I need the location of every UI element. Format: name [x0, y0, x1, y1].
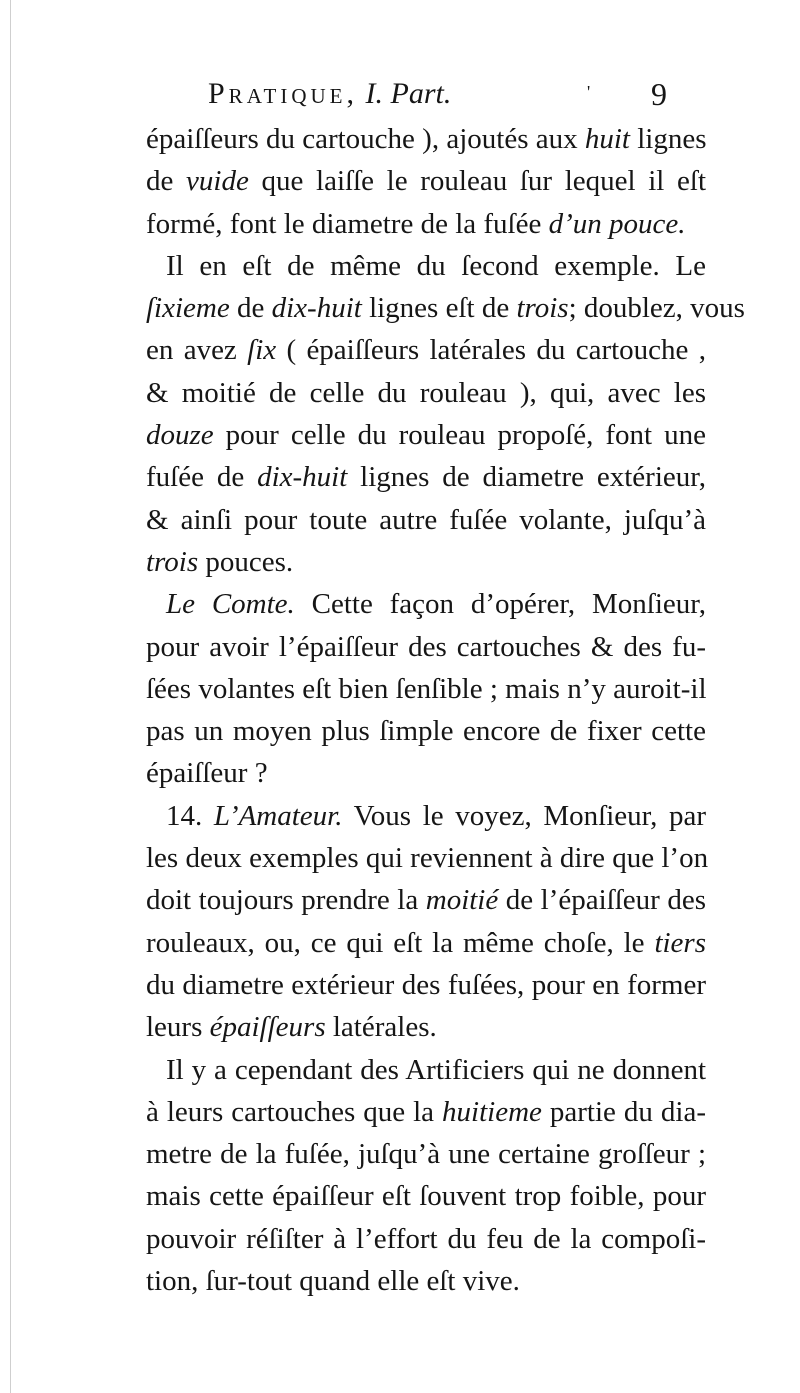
text-run: partie du dia- [541, 1095, 706, 1128]
italic-text: moitié [425, 884, 499, 917]
italic-text: Le Comte. [166, 588, 295, 621]
italic-text: dix-huit [257, 461, 348, 494]
text-run: Il y a cependant des Artificiers qui ne donnent [166, 1053, 706, 1086]
text-line [146, 414, 706, 456]
text-line [146, 541, 706, 583]
text-line [146, 1218, 706, 1260]
text-run: en avez [146, 334, 248, 367]
running-head-part: I. Part. [365, 77, 452, 110]
text-line [146, 499, 706, 541]
italic-text: épaiſſeurs [209, 1011, 326, 1044]
text-line [146, 1175, 706, 1217]
italic-text: vuide [186, 165, 249, 198]
text-run: & moitié de celle du rouleau ), qui, avec les [146, 376, 706, 409]
italic-text: L’Amateur. [213, 799, 343, 832]
text-line [146, 372, 706, 414]
italic-text: trois [146, 545, 199, 578]
text-run: pour avoir l’épaiſſeur des cartouches & des fu- [146, 630, 706, 663]
body-text [146, 118, 745, 1302]
text-line [146, 795, 706, 837]
italic-text: trois [516, 292, 569, 325]
italic-text: ſixieme [146, 292, 230, 325]
text-line [146, 456, 706, 498]
text-line [146, 837, 709, 879]
text-line [146, 245, 706, 287]
text-line [146, 203, 706, 245]
text-run: que laiſſe le rouleau ſur lequel il eſt [248, 165, 706, 198]
italic-text: d’un pouce. [548, 207, 686, 240]
text-run: Il en eſt de même du ſecond exemple. Le [166, 249, 706, 282]
text-line [146, 710, 706, 752]
text-run: du diametre extérieur des fuſées, pour en former [146, 968, 706, 1001]
text-run: leurs [146, 1011, 210, 1044]
text-line [146, 287, 745, 329]
text-line [146, 1049, 706, 1091]
text-line [146, 1133, 706, 1175]
text-run: fuſée de [146, 461, 258, 494]
text-run: de [229, 292, 272, 325]
page-edge-line [10, 0, 11, 1393]
text-run: pour celle du rouleau propoſé, font une [213, 419, 706, 452]
text-run: rouleaux, ou, ce qui eſt la même choſe, le [146, 926, 655, 959]
text-run: pouvoir réſiſter à l’effort du feu de la compoſi- [146, 1222, 706, 1255]
page-number: 9 [651, 76, 667, 112]
text-run: épaiſſeurs du cartouche ), ajoutés aux [146, 123, 585, 155]
text-run: latérales. [325, 1011, 437, 1044]
text-line [146, 752, 706, 794]
text-run: Vous le voyez, Monſieur, par [342, 799, 707, 832]
text-line [146, 1091, 706, 1133]
text-run: formé, font le diametre de la fuſée [146, 207, 549, 240]
text-line [146, 626, 706, 668]
running-header [208, 74, 668, 114]
text-line [146, 160, 706, 202]
text-run: les deux exemples qui reviennent à dire que l’on [146, 842, 709, 875]
text-run: metre de la fuſée, juſqu’à une certaine groſſeur ; [146, 1138, 706, 1171]
text-run: pas un moyen plus ſimple encore de fixer cette [146, 715, 706, 748]
text-run: ( épaiſſeurs latérales du cartouche , [276, 334, 706, 367]
text-line [146, 1260, 706, 1302]
italic-text: dix-huit [271, 292, 362, 325]
italic-text: ſix [247, 334, 277, 367]
text-run: pouces. [198, 545, 294, 578]
text-run: ſées volantes eſt bien ſenſible ; mais n’y auroit-il [146, 672, 707, 705]
text-run: ; doublez, vous [568, 292, 745, 325]
text-run: & ainſi pour toute autre fuſée volante, juſqu’à [146, 503, 706, 536]
text-line [146, 1006, 706, 1048]
text-run: lignes de diametre extérieur, [347, 461, 706, 494]
text-run: doit toujours prendre la [146, 884, 426, 917]
text-run: lignes eſt de [361, 292, 517, 325]
italic-text: huit [584, 123, 630, 155]
text-run: de l’épaiſſeur des [498, 884, 706, 917]
text-line [146, 879, 706, 921]
italic-text: huitieme [442, 1095, 542, 1128]
text-line [146, 922, 706, 964]
text-run: à leurs cartouches que la [146, 1095, 443, 1128]
text-line [146, 583, 706, 625]
text-run: de [146, 165, 187, 198]
text-run: lignes [629, 123, 707, 155]
italic-text: douze [146, 419, 214, 452]
text-line [146, 964, 706, 1006]
running-head-title: Pratique, [208, 77, 359, 110]
text-line [146, 329, 706, 371]
text-run: Cette façon d’opérer, Monſieur, [294, 588, 707, 621]
text-run: mais cette épaiſſeur eſt ſouvent trop foible, pour [146, 1180, 706, 1213]
running-head-mark: ' [587, 82, 591, 102]
text-line [146, 118, 706, 160]
text-run: 14. [166, 799, 214, 832]
text-run: tion, ſur-tout quand elle eſt vive. [146, 1265, 520, 1298]
text-run: épaiſſeur ? [146, 757, 268, 790]
text-line [146, 668, 706, 710]
italic-text: tiers [654, 926, 706, 959]
